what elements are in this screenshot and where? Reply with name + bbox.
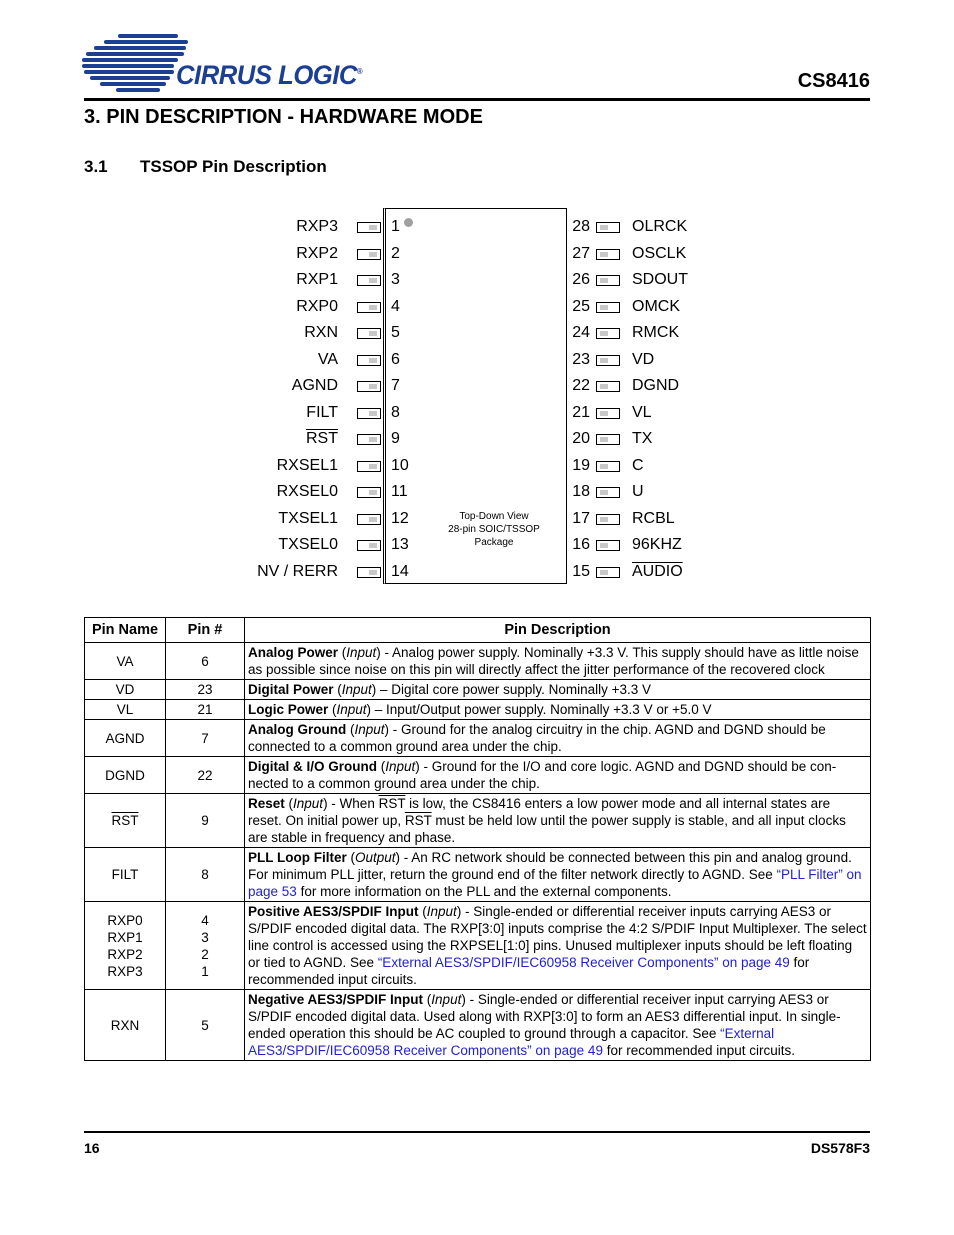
pin-name-right: OLRCK [632,218,688,235]
pin-number-left: 14 [391,562,409,580]
pin-number-right: 21 [572,403,590,421]
pin-name-right: OMCK [632,297,680,315]
pin-lead-left [357,487,381,498]
description-term: Analog Power [248,645,339,660]
pin-lead-left [357,249,381,260]
pin-number-left: 2 [391,244,400,262]
description-text: ( [377,759,386,774]
pin-name: RXP1 [107,929,143,945]
description-text: Input [385,759,416,774]
description-text: ) - Analog power supply. Nominally +3.3 V. This supply should have as little noise as possible since noise on this pin will directly affect the jitter performance of the recovered clock [248,645,859,677]
table-row [85,794,871,848]
pin-lead-right [596,434,620,445]
pin-number-left: 8 [391,403,400,421]
description-term: Negative AES3/SPDIF Input [248,992,424,1007]
description-text: ) – Digital core power supply. Nominally +3.3 V [371,682,652,697]
pin-name: VD [115,682,135,697]
subsection-title [84,157,327,177]
package-label [440,510,548,549]
description-text: ( [346,722,355,737]
pin-description-cell [245,720,871,757]
description-text: ) - Ground for the I/O and core logic. AGND and DGND should be con-nected to a common ground area under the chip. [248,759,837,791]
description-paragraph [248,681,867,698]
pin-number: 22 [197,767,213,783]
description-term: Digital Power [248,682,334,697]
pin-name-left: RXN [304,324,338,341]
pin-number-right: 22 [572,377,590,394]
description-paragraph [248,795,867,846]
pin-number-left: 1 [391,218,400,235]
table-row [85,720,871,757]
description-text: For minimum PLL jitter, return the ground end of the filter network directly to AGND. See [248,867,777,882]
pin-number-left: 11 [391,483,408,500]
pin-lead-left [357,434,381,445]
table-row [85,848,871,902]
pin-name: VL [116,702,134,717]
pin-number-right: 19 [572,456,590,474]
pin-name-cell [85,794,166,848]
pin-number-cell [166,720,245,757]
description-text: ( [338,645,347,660]
pin-name-cell [85,643,166,680]
description-term: Logic Power [248,702,329,717]
pin-description-cell [245,643,871,680]
pin-number-left: 10 [391,456,409,474]
pin-number: 4 [201,912,209,928]
table-header-row [85,618,871,643]
description-text: ) - An RC network should be connected between this pin and analog ground. [395,850,852,865]
pin-number-right: 20 [572,430,590,447]
pin-number-cell [166,848,245,902]
pin-name-right: DGND [632,377,680,394]
pin-lead-right [596,275,620,286]
pin-lead-right [596,222,620,233]
description-term: Reset [248,796,285,811]
pin-lead-left [357,461,381,472]
pin-lead-right [596,249,620,260]
pin-name-cell [85,990,166,1061]
pin-name-left: RXSEL1 [276,456,338,474]
pin-name-right: VD [632,350,655,368]
pin-name-right: TX [632,430,653,447]
pin-number: 21 [197,702,213,717]
pin-lead-left [357,275,381,286]
description-text: ( [328,702,337,717]
header-pin-name: Pin Name [85,618,166,643]
pin-number-cell [166,643,245,680]
description-text: $\overline{RST}$ [378,796,406,811]
pin-number-left: 3 [391,271,400,288]
pin-number-cell [166,700,245,720]
pin-lead-right [596,461,620,472]
logo-wordmark: CIRRUS LOGIC® [176,60,363,90]
pin-name: FILT [111,867,139,882]
description-text: ) - Ground for the analog circuitry in the chip. AGND and DGND should be connected to a common ground area under the chip. [248,722,826,754]
description-paragraph [248,849,867,866]
cross-reference-link[interactable]: “External AES3/SPDIF/IEC60958 Receiver Components” on page 49 [248,1026,775,1058]
pin-lead-right [596,567,620,578]
table-row [85,902,871,990]
pin-name-cell [85,757,166,794]
description-paragraph [248,644,867,678]
pin-name: RXP0 [107,912,143,928]
description-paragraph [248,721,867,755]
table-row [85,643,871,680]
description-text: Input [431,992,462,1007]
pin-description-cell [245,990,871,1061]
pin-number-left: 7 [391,377,400,394]
pin-name-left: TXSEL1 [278,509,338,527]
pin-name-right: C [632,456,644,474]
header-pin-number: Pin # [166,618,245,643]
pin-number: 1 [201,963,209,979]
description-text: ) - Single-ended or differential receiver inputs carrying AES3 or S/PDIF encoded digital data. The RXP[3:0] inputs comprise the 4:2 S/PDIF Input Multiplexer. The select line control is accessed using the RXPSEL[1:0] pins. Unused multiplexer inputs should be left floating or tied to AGND. See [248,904,867,970]
description-text: Input [341,682,372,697]
footer-rule [84,1131,870,1133]
pin-description-cell [245,757,871,794]
description-term: PLL Loop Filter [248,850,347,865]
description-text: for recommended input circuits. [248,955,810,987]
pin-name-left: VA [317,350,338,368]
table-row [85,680,871,700]
page-number: 16 [84,1140,100,1156]
pin-number-right: 15 [572,562,590,580]
description-text: Output [355,850,396,865]
pin-name-cell [85,680,166,700]
pin-name: DGND [105,767,145,783]
pin-name-right: RMCK [632,324,680,341]
pin-name-left: RXSEL0 [276,483,338,500]
pin-lead-right [596,355,620,366]
description-text: ) - When [323,796,379,811]
pin-name-cell [85,700,166,720]
pin-number-right: 24 [572,324,590,341]
description-paragraph [248,758,867,792]
pin-number-left: 4 [391,297,400,315]
description-text: Input [346,645,377,660]
pin-name-left: RXP3 [296,218,338,235]
cross-reference-link[interactable]: “PLL Filter” on page 53 [248,867,862,899]
pin-lead-left [357,355,381,366]
table-row [85,757,871,794]
pin-name: VA [116,653,134,669]
description-text: Input [293,796,324,811]
pin-name-right: VL [632,403,652,421]
subsection-number: 3.1 [84,157,108,176]
pin-name-cell [85,720,166,757]
description-text: ( [346,850,355,865]
pin-number-right: 23 [572,350,590,368]
pin-name-left: RXP0 [296,297,338,315]
description-paragraph [248,991,867,1059]
pin-number-right: 16 [572,536,590,553]
pin-lead-left [357,222,381,233]
pin-number-cell [166,757,245,794]
description-text: ) – Input/Output power supply. Nominally +3.3 V or +5.0 V [366,702,712,717]
pin-name-right: SDOUT [632,271,688,288]
pin-description-cell [245,700,871,720]
description-text: ) - Single-ended or differential receiver input carrying AES3 or S/PDIF encoded digital data. Used along with RXP[3:0] to form an AES3 differential input. In single-ended operation this should be AC coupled to ground through a capacitor. See [248,992,841,1041]
description-paragraph [248,866,867,900]
description-text: ( [418,904,427,919]
pin-number-left: 6 [391,350,400,368]
pin-number: 5 [201,1017,209,1033]
pin-number-right: 28 [572,218,590,235]
pin-number-left: 9 [391,430,400,447]
description-text: is low, the CS8416 enters a low power mode and all internal states are reset. On initial power up, [248,796,831,828]
pin-description-cell [245,848,871,902]
package-label-line: Package [474,537,514,548]
pin-description-cell [245,902,871,990]
pin-lead-left [357,514,381,525]
table-row [85,700,871,720]
pin-number: 9 [201,813,209,828]
pin-number-left: 12 [391,509,409,527]
pin-name: RXN [110,1017,140,1033]
pin-number-right: 17 [572,509,590,527]
pin-number-right: 25 [572,297,590,315]
pin-lead-right [596,408,620,419]
pin-number-right: 18 [572,483,590,500]
pin-number-right: 26 [572,271,590,288]
pin-name-left: $\overline{RST}$ [306,430,338,447]
pin-number-left: 13 [391,536,409,553]
pin-lead-right [596,328,620,339]
description-paragraph [248,903,867,988]
pin-name-left: AGND [291,377,338,394]
pin-name-left: NV / RERR [257,562,338,580]
package-label-line: 28-pin SOIC/TSSOP [448,524,540,535]
pin-name-cell [85,848,166,902]
pin-name-right: 96KHZ [632,536,682,553]
description-text: ( [423,992,432,1007]
pin-number-cell [166,794,245,848]
description-term: Digital & I/O Ground [248,759,377,774]
description-text: for recommended input circuits. [602,1043,796,1058]
subsection-text: TSSOP Pin Description [140,157,327,176]
pin-description-cell [245,794,871,848]
part-number: CS8416 [797,70,870,92]
cross-reference-link[interactable]: “External AES3/SPDIF/IEC60958 Receiver Components” on page 49 [377,955,790,970]
pin-name-left: FILT [306,403,338,421]
description-text: Input [426,904,457,919]
pin-number: 6 [201,653,209,669]
description-paragraph [248,701,867,718]
pin-lead-right [596,514,620,525]
pin-name-right: AUDIO [632,562,683,580]
description-text: ( [333,682,342,697]
description-text: $\overline{RST}$ [404,813,432,828]
package-label-line: Top-Down View [459,511,529,522]
description-term: Analog Ground [248,722,347,737]
pin-name-left: RXP2 [296,244,338,262]
description-text: ( [284,796,294,811]
pin-name-cell [85,902,166,990]
pin-name-left: TXSEL0 [278,536,338,553]
table-row [85,990,871,1061]
pin-number: 2 [201,946,209,962]
pin-number-cell [166,680,245,700]
pin-lead-left [357,540,381,551]
pin-number: 7 [201,730,209,746]
pin-name-left: RXP1 [296,271,338,288]
pin-lead-left [357,328,381,339]
document-id: DS578F3 [810,1140,870,1156]
pin-number-left: 5 [391,324,400,341]
header-rule [84,98,870,101]
pin-name: RXP2 [107,946,143,962]
pin-lead-left [357,567,381,578]
pin-lead-right [596,381,620,392]
description-term: Positive AES3/SPDIF Input [248,904,419,919]
description-text: Input [354,722,385,737]
pin-name-right: OSCLK [632,244,687,262]
pin-number-cell [166,902,245,990]
pin-number: 3 [201,929,209,945]
pin-name: RXP3 [107,963,143,979]
pin-number: 8 [201,867,209,882]
pin-lead-left [357,302,381,313]
description-text: must be held low until the power supply is stable, and all input clocks are stable in frequency and phase. [248,813,846,845]
pin-name-right: U [632,483,644,500]
pin-number-cell [166,990,245,1061]
description-text: Input [336,702,367,717]
pin-lead-right [596,487,620,498]
header-pin-description: Pin Description [245,618,871,643]
description-text: for more information on the PLL and the external components. [296,884,672,899]
pin-lead-right [596,302,620,313]
pin-name: $\overline{RST}$ [111,813,139,828]
pin-description-cell [245,680,871,700]
pin-name-right: RCBL [632,509,675,527]
pin-lead-left [357,381,381,392]
pin-name: AGND [105,730,145,746]
pin-description-table [84,617,871,1061]
pin-lead-right [596,540,620,551]
pin-lead-left [357,408,381,419]
pin-number-right: 27 [572,244,590,262]
section-title: 3. PIN DESCRIPTION - HARDWARE MODE [84,106,483,128]
pin-number: 23 [197,682,213,697]
